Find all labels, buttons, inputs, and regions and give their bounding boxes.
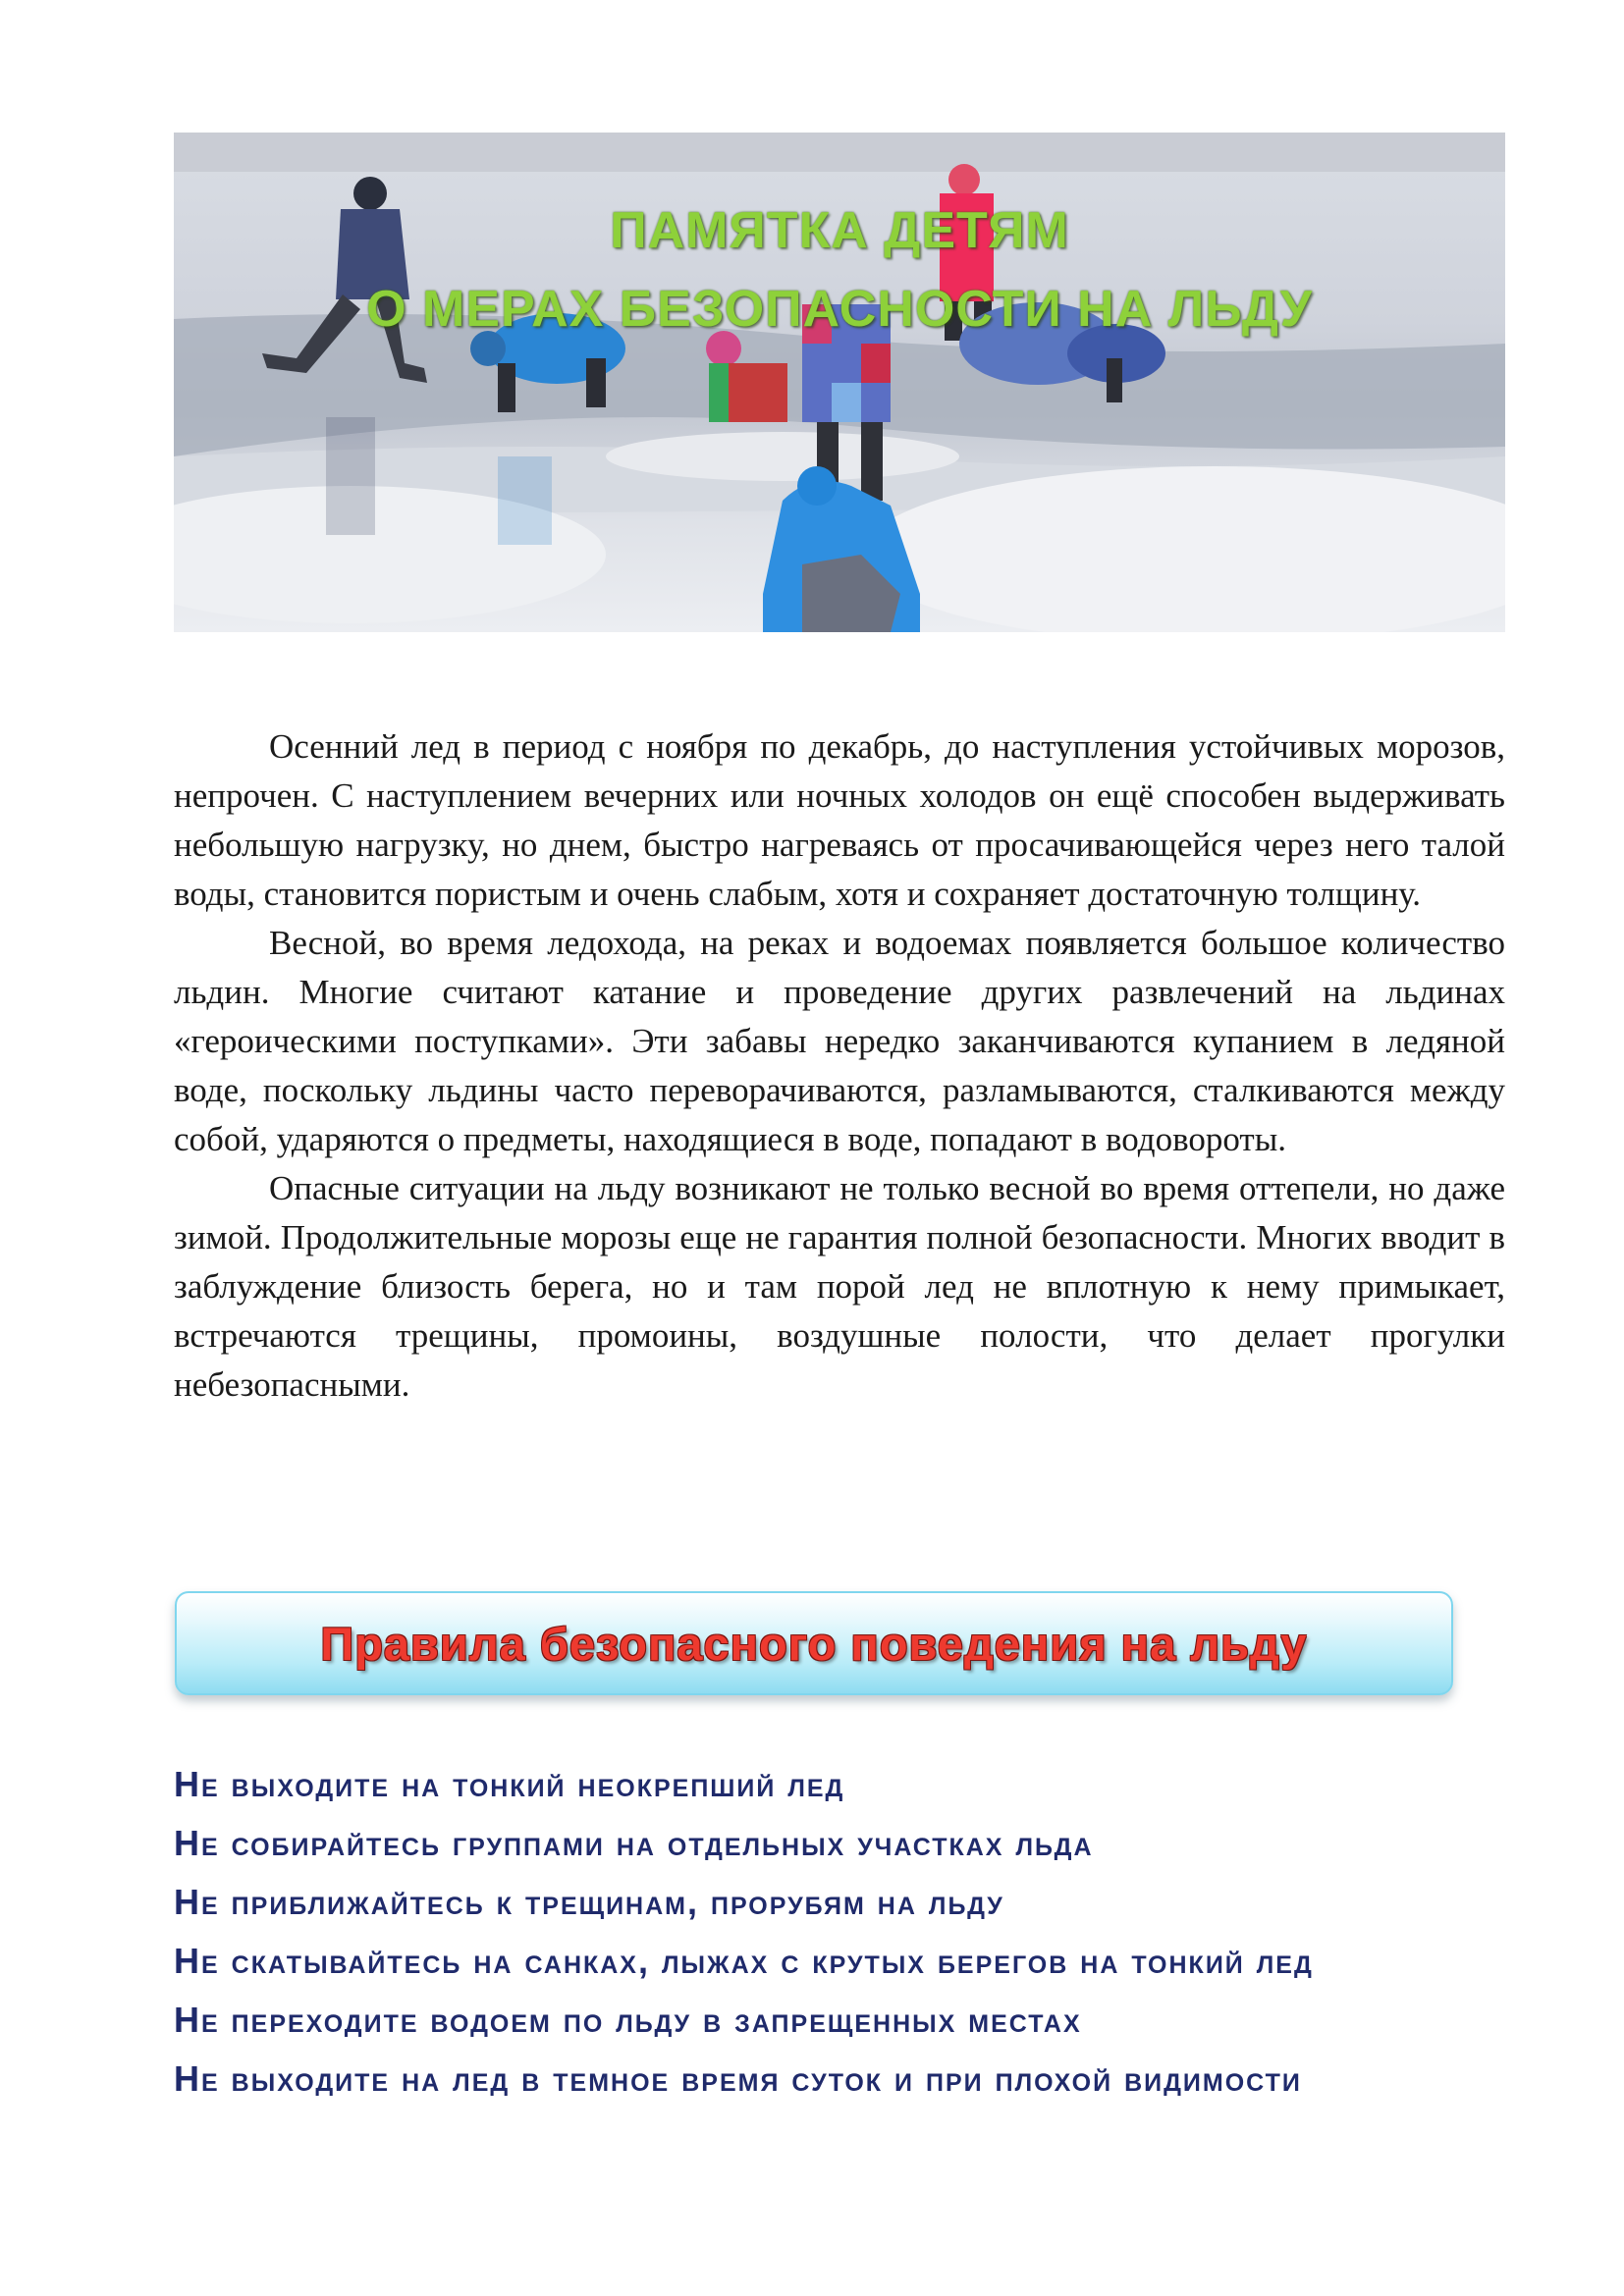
intro-text — [174, 722, 1505, 1410]
intro-paragraph-winter: Опасные ситуации на льду возникают не только весной во время оттепели, но даже зимой. Продолжительные морозы еще не гарантия полной безопасности. Многих вводит в заблуждение близость берега, но и там порой лед не вплотную к нему примыкает, встречаются трещины, промоины, воздушные полости, что делает прогулки небезопасными. — [174, 1169, 1505, 1404]
banner-title-line2: О МЕРАХ БЕЗОПАСНОСТИ НА ЛЬДУ — [366, 281, 1313, 338]
rule-item: Не приближайтесь к трещинам, прорубям на льду — [174, 1882, 1004, 1922]
rules-heading: Правила безопасного поведения на льду — [320, 1617, 1308, 1670]
header-banner — [174, 133, 1505, 632]
rule-item: Не переходите водоем по льду в запрещенных местах — [174, 2000, 1082, 2040]
intro-paragraph-autumn: Осенний лед в период с ноября по декабрь, до наступления устойчивых морозов, непрочен. С наступлением вечерних или ночных холодов он ещё способен выдерживать небольшую нагрузку, но днем, быстро нагреваясь от просачивающейся через него талой воды, становится пористым и очень слабым, хотя и сохраняет достаточную толщину. — [174, 727, 1505, 913]
rule-item: Не выходите на тонкий неокрепший лед — [174, 1764, 845, 1804]
rules-list — [174, 1755, 1505, 2109]
banner-title-line1: ПАМЯТКА ДЕТЯМ — [610, 202, 1069, 259]
rule-item: Не скатывайтесь на санках, лыжах с крутых берегов на тонкий лед — [174, 1941, 1314, 1981]
intro-paragraph-spring: Весной, во время ледохода, на реках и водоемах появляется большое количество льдин. Многие считают катание и проведение других развлечений на льдинах «героическими поступками». Эти забавы нередко заканчиваются купанием в ледяной воде, поскольку льдины часто переворачиваются, разламываются, сталкиваются между собой, ударяются о предметы, находящиеся в воде, попадают в водовороты. — [174, 924, 1505, 1158]
rule-item: Не собирайтесь группами на отдельных участках льда — [174, 1823, 1094, 1863]
rules-heading-box — [175, 1591, 1453, 1695]
rule-item: Не выходите на лед в темное время суток и при плохой видимости — [174, 2058, 1302, 2099]
